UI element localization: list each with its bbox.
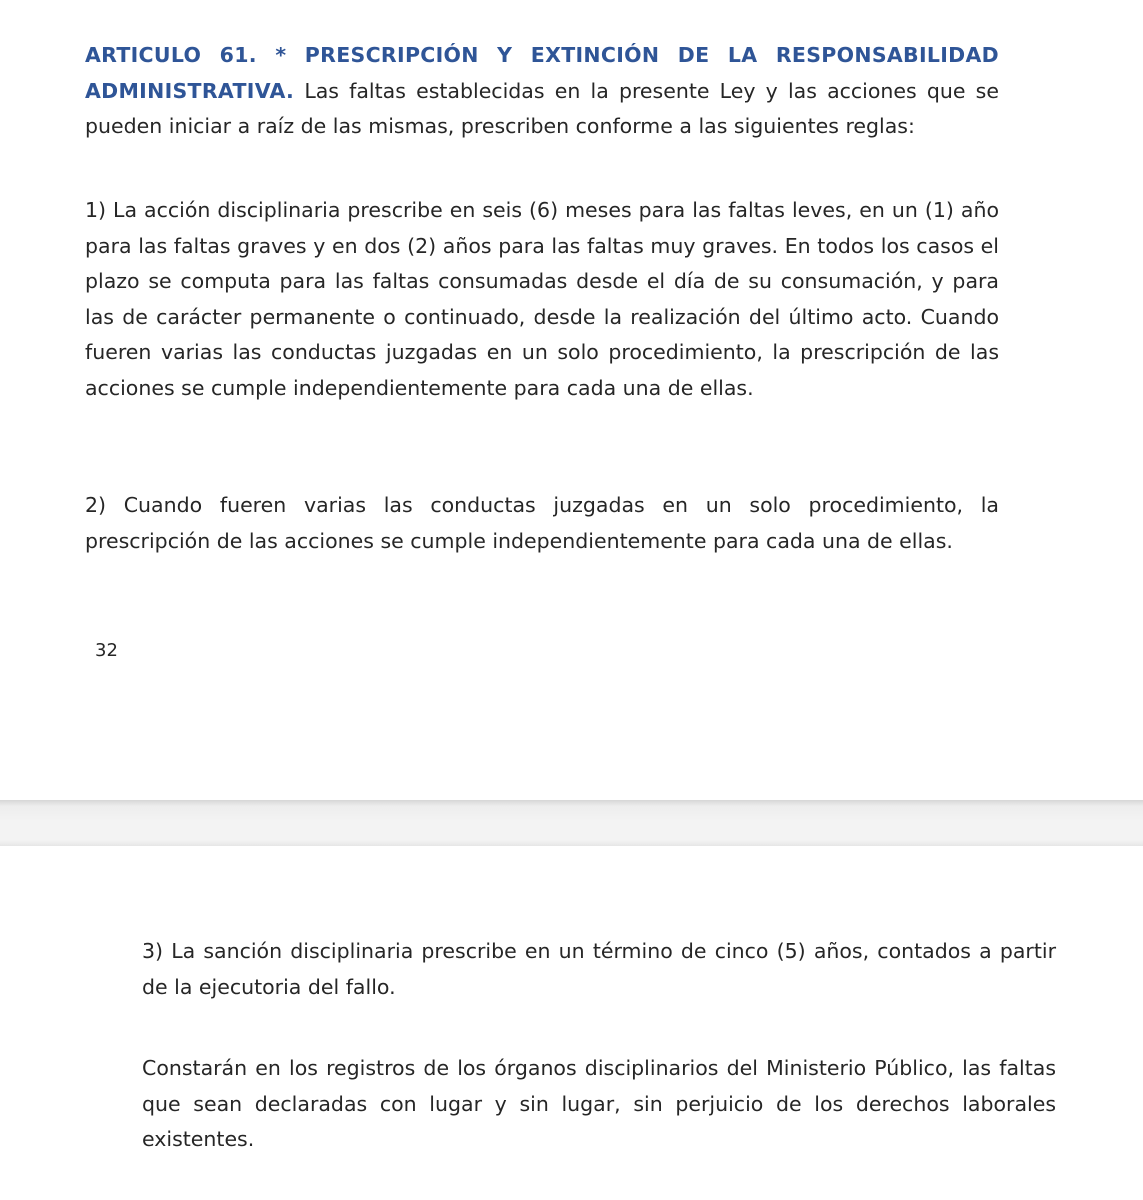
page-number: 32 — [95, 640, 118, 661]
rule-2-paragraph: 2) Cuando fueren varias las conductas juzgadas en un solo procedimiento, la prescripción de las acciones se cumple independientemente para cada una de ellas. — [85, 493, 999, 553]
rule-1-paragraph: 1) La acción disciplinaria prescribe en seis (6) meses para las faltas leves, en un (1) año para las faltas graves y en dos (2) años para las faltas muy graves. En todos los casos el plazo se computa para las faltas consumadas desde el día de su consumación, y para las de carácter permanente o continuado, desde la realización del último acto. Cuando fueren varias las conductas juzgadas en un solo procedimiento, la prescripción de las acciones se cumple independientemente para cada una de ellas. — [85, 198, 999, 400]
closing-paragraph: Constarán en los registros de los órganos disciplinarios del Ministerio Público, las faltas que sean declaradas con lugar y sin lugar, sin perjuicio de los derechos laborales existentes. — [142, 1056, 1056, 1151]
article-61-paragraph — [85, 38, 999, 145]
rule-3-paragraph: 3) La sanción disciplinaria prescribe en un término de cinco (5) años, contados a partir de la ejecutoria del fallo. — [142, 939, 1056, 999]
article-heading-continued: ADMINISTRATIVA. — [85, 78, 295, 103]
article-intro-text: Las faltas establecidas en la presente Ley y las acciones que se pueden iniciar a raíz de las mismas, prescriben conforme a las siguientes reglas: — [85, 78, 999, 138]
document-page-bottom — [0, 846, 1143, 1200]
page-separator — [0, 800, 1143, 846]
article-heading: ARTICULO 61. * PRESCRIPCIÓN Y EXTINCIÓN DE LA RESPONSABILIDAD — [85, 43, 999, 67]
